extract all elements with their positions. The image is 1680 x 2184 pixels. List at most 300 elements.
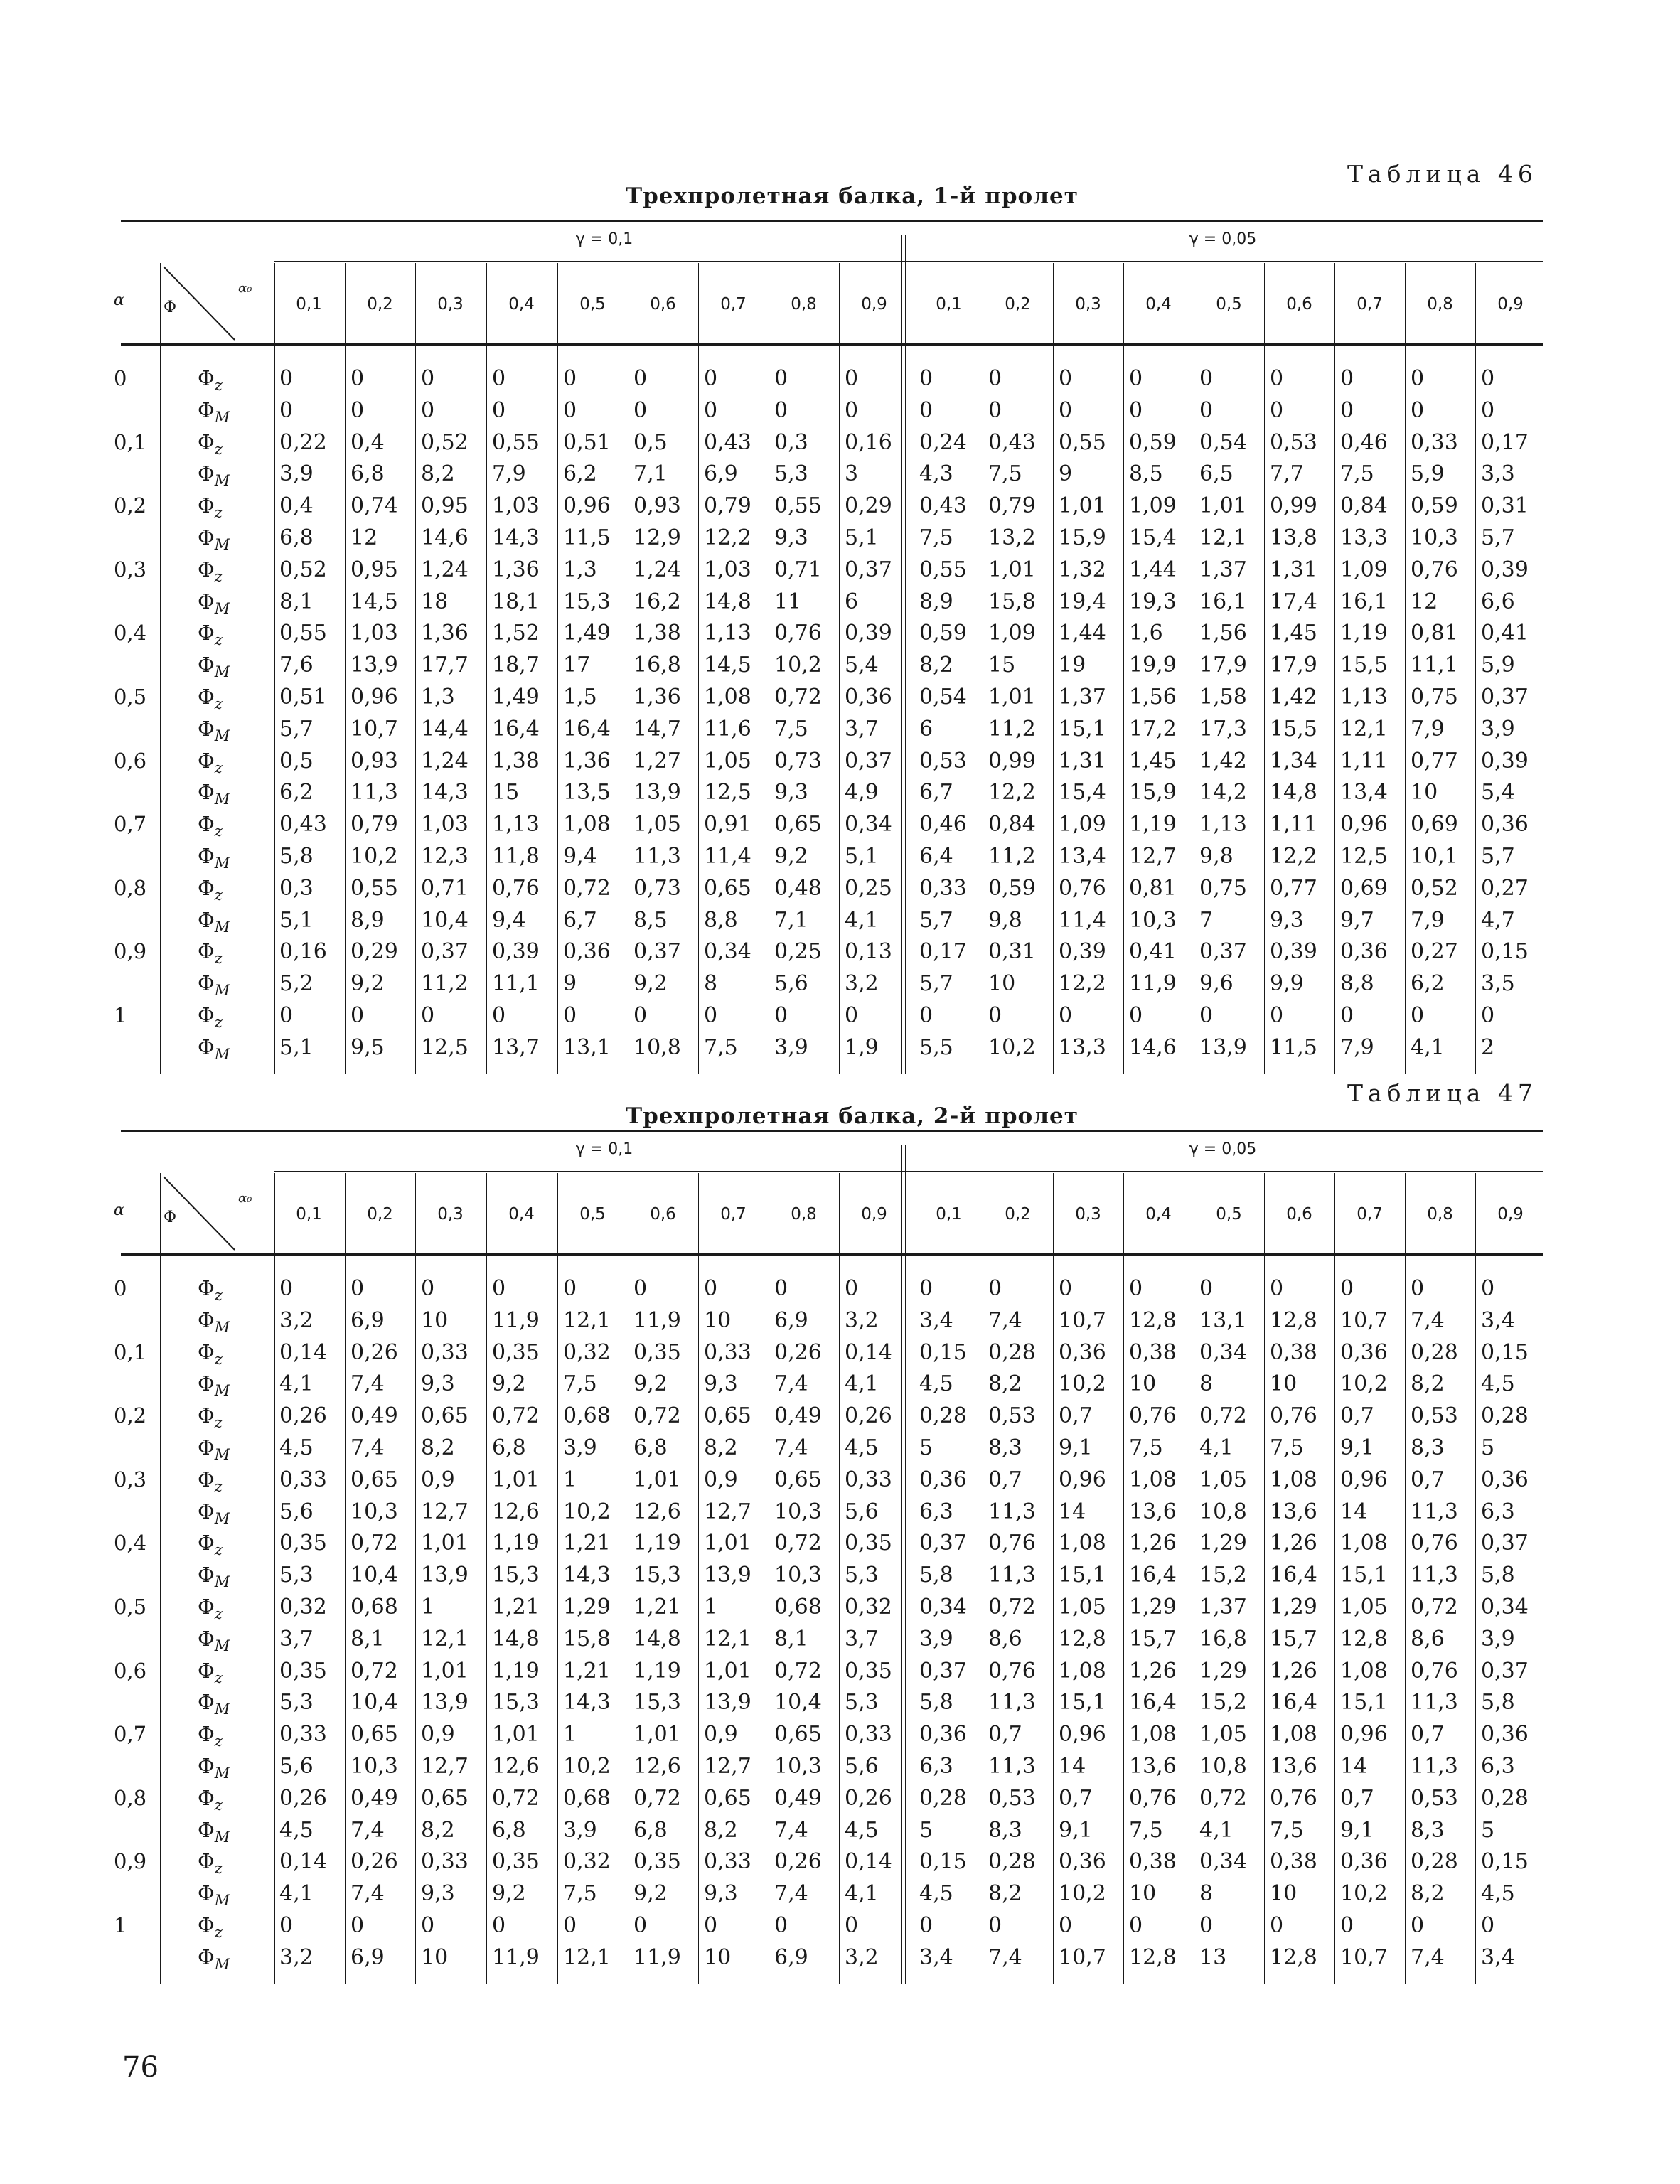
table-cell-value: 0 (492, 397, 506, 423)
table-cell-value: 6,3 (919, 1499, 953, 1524)
table-cell-value: 0 (845, 397, 859, 423)
table-cell-value: 11,1 (492, 971, 540, 997)
table-cell-value: 0,36 (845, 685, 892, 710)
alpha-label: 0,3 (114, 1467, 147, 1492)
table-cell-value: 6,3 (919, 1754, 953, 1779)
table-cell-value: 13,6 (1129, 1499, 1177, 1524)
table-cell-value: 0,49 (351, 1403, 398, 1429)
table-cell-value: 1,08 (563, 812, 611, 837)
table-cell-value: 0,37 (845, 748, 892, 774)
table-cell-value: 10 (1270, 1371, 1298, 1397)
column-divider (1475, 263, 1476, 1074)
alpha-label: 0,7 (114, 812, 147, 837)
table-cell-value: 0,34 (1199, 1849, 1247, 1875)
table-cell-value: 13,9 (421, 1690, 469, 1715)
table-cell-value: 0,65 (704, 1785, 751, 1811)
table-cell-value: 15,2 (1199, 1563, 1247, 1588)
table-cell-value: 12,5 (421, 1034, 469, 1060)
table-cell-value: 0,96 (351, 685, 398, 710)
table-cell-value: 7,7 (1270, 461, 1304, 487)
table-cell-value: 0,28 (1411, 1339, 1458, 1365)
table-cell-value: 0,76 (1129, 1403, 1177, 1429)
table-cell-value: 1,49 (563, 621, 611, 646)
table-cell-value: 10,3 (351, 1754, 398, 1779)
gamma-rule (274, 1171, 1543, 1172)
table-cell-value: 11,3 (633, 844, 681, 869)
table-cell-value: 12,8 (1059, 1626, 1106, 1652)
table-cell-value: 10,1 (1411, 844, 1458, 869)
table-cell-value: 0,95 (351, 557, 398, 582)
table-cell-value: 12,1 (1340, 716, 1388, 742)
table-cell-value: 1,13 (1340, 685, 1388, 710)
table-cell-value: 0,35 (279, 1658, 327, 1684)
table-cell-value: 6,8 (633, 1817, 668, 1843)
phi-subscript: z (214, 1732, 223, 1750)
table-cell-value: 0,17 (919, 939, 967, 965)
phi-subscript: z (214, 1923, 223, 1941)
table-cell-value: 5,3 (845, 1563, 879, 1588)
table-cell-value: 0,76 (1411, 1531, 1458, 1556)
table-cell-value: 9,2 (492, 1371, 526, 1397)
table-cell-value: 10,7 (1340, 1307, 1388, 1333)
table-cell-value: 0,28 (988, 1849, 1036, 1875)
phi-label: $\Phi_M$ (198, 1690, 230, 1718)
phi-subscript: M (214, 1828, 230, 1846)
table-cell-value: 0,35 (633, 1339, 681, 1365)
column-header-alpha0: 0,3 (1075, 1205, 1101, 1224)
table-cell-value: 5,1 (845, 525, 879, 550)
table-cell-value: 5,8 (279, 844, 314, 869)
table-cell-value: 7,5 (704, 1034, 738, 1060)
double-rule-b (905, 235, 906, 1074)
corner-diagonal-line (164, 267, 235, 340)
table-cell-value: 18 (421, 589, 449, 614)
table-cell-value: 1,29 (1129, 1595, 1177, 1620)
phi-subscript: M (214, 1509, 230, 1527)
table-cell-value: 0 (421, 1276, 435, 1301)
column-divider (1334, 1173, 1335, 1984)
table-cell-value: 0,15 (919, 1849, 967, 1875)
table-cell-value: 0,33 (845, 1467, 892, 1492)
table-cell-value: 0,26 (774, 1339, 822, 1365)
table-cell-value: 7,4 (351, 1817, 385, 1843)
table-cell-value: 11,5 (1270, 1034, 1317, 1060)
table-cell-value: 8,1 (351, 1626, 385, 1652)
table-cell-value: 0 (1411, 1003, 1425, 1028)
table-cell-value: 8,5 (1129, 461, 1163, 487)
table-cell-value: 8,2 (421, 461, 455, 487)
table-cell-value: 9,3 (421, 1371, 455, 1397)
table-cell-value: 16,4 (563, 716, 611, 742)
alpha-label: 0,3 (114, 557, 147, 582)
table-cell-value: 0,96 (1340, 1467, 1388, 1492)
table-cell-value: 0 (492, 1913, 506, 1938)
table-cell-value: 5,8 (1481, 1563, 1515, 1588)
table-cell-value: 15,2 (1199, 1690, 1247, 1715)
table-cell-value: 1,03 (421, 812, 469, 837)
table-cell-value: 0,72 (1199, 1403, 1247, 1429)
table-cell-value: 0,76 (1411, 557, 1458, 582)
column-divider (557, 263, 558, 1074)
table-cell-value: 1,29 (563, 1595, 611, 1620)
table-cell-value: 0,49 (351, 1785, 398, 1811)
table-cell-value: 8 (1199, 1881, 1214, 1907)
table-cell-value: 7,4 (774, 1881, 808, 1907)
table-cell-value: 10,8 (1199, 1754, 1247, 1779)
table-cell-value: 11,8 (492, 844, 540, 869)
column-header-alpha0: 0,7 (1357, 1205, 1383, 1224)
table-cell-value: 12,8 (1129, 1307, 1177, 1333)
phi-subscript: M (214, 1318, 230, 1336)
table-cell-value: 0,84 (988, 812, 1036, 837)
column-divider (1405, 1173, 1406, 1984)
table-cell-value: 11,9 (633, 1944, 681, 1970)
table-cell-value: 12,6 (633, 1754, 681, 1779)
phi-label: $\Phi_z$ (198, 621, 223, 649)
table-cell-value: 1,34 (1270, 748, 1317, 774)
table-cell-value: 1,27 (633, 748, 681, 774)
table-cell-value: 0,84 (1340, 493, 1388, 519)
table-cell-value: 15,9 (1129, 780, 1177, 805)
table-cell-value: 0,5 (279, 748, 314, 774)
phi-label: $\Phi_z$ (198, 1276, 223, 1304)
column-divider (1053, 263, 1054, 1074)
table-cell-value: 0,52 (1411, 875, 1458, 901)
table-cell-value: 0,39 (1481, 748, 1529, 774)
table-cell-value: 0 (774, 1913, 788, 1938)
table-cell-value: 0 (1129, 1276, 1143, 1301)
table-cell-value: 6,3 (1481, 1754, 1515, 1779)
table-cell-value: 0,77 (1270, 875, 1317, 901)
table-cell-value: 1,9 (845, 1034, 879, 1060)
table-cell-value: 14,6 (1129, 1034, 1177, 1060)
table-cell-value: 1,26 (1270, 1531, 1317, 1556)
table-cell-value: 13 (1199, 1944, 1227, 1970)
table-cell-value: 0 (1481, 366, 1495, 391)
table-cell-value: 3,7 (845, 1626, 879, 1652)
table-cell-value: 8,8 (1340, 971, 1374, 997)
table-cell-value: 6,7 (563, 907, 597, 933)
table-cell-value: 0 (1059, 397, 1073, 423)
table-cell-value: 0,55 (492, 429, 540, 455)
table-cell-value: 0 (279, 397, 294, 423)
table-cell-value: 0,93 (351, 748, 398, 774)
phi-label: $\Phi_M$ (198, 525, 230, 553)
table-cell-value: 0 (845, 1003, 859, 1028)
table-cell-value: 5,3 (845, 1690, 879, 1715)
phi-subscript: M (214, 727, 230, 744)
table-cell-value: 4,5 (1481, 1371, 1515, 1397)
table-cell-value: 0,65 (774, 1722, 822, 1747)
table-cell-value: 1,36 (421, 621, 469, 646)
phi-label: $\Phi_M$ (198, 461, 230, 490)
table-cell-value: 8,8 (704, 907, 738, 933)
table-cell-value: 0,59 (988, 875, 1036, 901)
table-cell-value: 10,2 (1340, 1881, 1388, 1907)
table-cell-value: 8 (1199, 1371, 1214, 1397)
table-cell-value: 11,3 (988, 1754, 1036, 1779)
corner-alpha-label: α (114, 1201, 124, 1219)
phi-subscript: M (214, 663, 230, 680)
table-cell-value: 0,36 (919, 1467, 967, 1492)
table-cell-value: 0,76 (1129, 1785, 1177, 1811)
table-cell-value: 0 (351, 397, 365, 423)
table-cell-value: 0,52 (421, 429, 469, 455)
table-cell-value: 0,96 (1340, 1722, 1388, 1747)
table-cell-value: 0,55 (919, 557, 967, 582)
table-cell-value: 5,6 (279, 1754, 314, 1779)
column-divider (839, 263, 840, 1074)
alpha-label: 0 (114, 366, 127, 390)
alpha-label: 0,8 (114, 875, 147, 900)
table-cell-value: 10,7 (1059, 1307, 1106, 1333)
table-cell-value: 1,36 (492, 557, 540, 582)
corner-diagonal-line (164, 1177, 235, 1250)
table-cell-value: 11,9 (633, 1307, 681, 1333)
table-cell-value: 3,2 (845, 1944, 879, 1970)
table-cell-value: 16,1 (1199, 589, 1247, 614)
table-cell-value: 19,4 (1059, 589, 1106, 614)
table-cell-value: 4,3 (919, 461, 953, 487)
table-cell-value: 7,4 (774, 1371, 808, 1397)
table-cell-value: 0,41 (1481, 621, 1529, 646)
table-cell-value: 1,3 (421, 685, 455, 710)
phi-subscript: z (214, 950, 223, 968)
table-cell-value: 12,7 (704, 1499, 751, 1524)
table-cell-value: 0,59 (919, 621, 967, 646)
table-cell-value: 15,9 (1059, 525, 1106, 550)
phi-label: $\Phi_z$ (198, 875, 223, 904)
table-cell-value: 1,08 (1270, 1722, 1317, 1747)
phi-label: $\Phi_M$ (198, 1754, 230, 1782)
table-cell-value: 14,5 (704, 653, 751, 678)
table-cell-value: 0,36 (1340, 1339, 1388, 1365)
table-cell-value: 12,6 (633, 1499, 681, 1524)
table-cell-value: 7,6 (279, 653, 314, 678)
table-cell-value: 17,9 (1270, 653, 1317, 678)
phi-label: $\Phi_M$ (198, 971, 230, 999)
table-cell-value: 0,4 (351, 429, 385, 455)
table-cell-value: 12 (1411, 589, 1438, 614)
table-cell-value: 1,56 (1199, 621, 1247, 646)
table-cell-value: 0,7 (1059, 1785, 1093, 1811)
table-cell-value: 9,7 (1340, 907, 1374, 933)
table-cell-value: 0 (1270, 1913, 1284, 1938)
table-cell-value: 0 (1340, 397, 1354, 423)
table-cell-value: 13,9 (704, 1690, 751, 1715)
table-cell-value: 0,36 (1481, 1722, 1529, 1747)
table-cell-value: 0,35 (279, 1531, 327, 1556)
column-header-alpha0: 0,5 (579, 295, 606, 314)
column-divider (345, 1173, 346, 1984)
column-divider (1123, 1173, 1124, 1984)
table-cell-value: 5,7 (279, 716, 314, 742)
phi-subscript: M (214, 472, 230, 490)
alpha-label: 0,9 (114, 1849, 147, 1874)
table-cell-value: 0,28 (1481, 1785, 1529, 1811)
table-cell-value: 7,1 (633, 461, 668, 487)
phi-subscript: M (214, 408, 230, 426)
table-cell-value: 0,72 (492, 1403, 540, 1429)
table-cell-value: 0,9 (704, 1722, 738, 1747)
table-cell-value: 15,5 (1340, 653, 1388, 678)
table-cell-value: 11,2 (421, 971, 469, 997)
table-cell-value: 0,15 (1481, 1849, 1529, 1875)
table-cell-value: 1,08 (1129, 1722, 1177, 1747)
table-cell-value: 18,1 (492, 589, 540, 614)
table-cell-value: 0,72 (351, 1531, 398, 1556)
table-cell-value: 16,4 (1270, 1690, 1317, 1715)
phi-subscript: M (214, 1764, 230, 1782)
phi-label: $\Phi_z$ (198, 1913, 223, 1941)
table-cell-value: 17,4 (1270, 589, 1317, 614)
table-cell-value: 4,1 (845, 1371, 879, 1397)
alpha-label: 0,4 (114, 621, 147, 646)
table-cell-value: 13,1 (563, 1034, 611, 1060)
table-cell-value: 0,24 (919, 429, 967, 455)
table-cell-value: 1,45 (1270, 621, 1317, 646)
table-cell-value: 0,43 (988, 429, 1036, 455)
table-cell-value: 0,25 (845, 875, 892, 901)
table-cell-value: 0 (704, 1276, 718, 1301)
table-cell-value: 1,08 (1340, 1658, 1388, 1684)
table-cell-value: 0,96 (1340, 812, 1388, 837)
table-cell-value: 0 (421, 366, 435, 391)
table-cell-value: 0,26 (774, 1849, 822, 1875)
table-cell-value: 5,3 (774, 461, 808, 487)
table-cell-value: 8,2 (919, 653, 953, 678)
table-cell-value: 0,81 (1129, 875, 1177, 901)
table-cell-value: 8,3 (988, 1435, 1022, 1460)
table-cell-value: 1,38 (492, 748, 540, 774)
column-header-alpha0: 0,8 (1427, 1205, 1453, 1224)
table-cell-value: 15,3 (492, 1690, 540, 1715)
alpha-label: 0,2 (114, 493, 147, 518)
table-cell-value: 0,37 (919, 1658, 967, 1684)
table-cell-value: 1,09 (1340, 557, 1388, 582)
table-cell-value: 13,3 (1059, 1034, 1106, 1060)
column-header-alpha0: 0,9 (1497, 295, 1524, 314)
table-cell-value: 15,8 (988, 589, 1036, 614)
phi-subscript: z (214, 822, 223, 840)
table-cell-value: 7,5 (1340, 461, 1374, 487)
table-cell-value: 6,5 (1199, 461, 1234, 487)
table-cell-value: 10 (704, 1307, 732, 1333)
table-cell-value: 0,48 (774, 875, 822, 901)
column-divider (698, 1173, 699, 1984)
table-cell-value: 0,37 (1481, 685, 1529, 710)
table-cell-value: 5,6 (845, 1499, 879, 1524)
table-cell-value: 5,7 (919, 971, 953, 997)
table-cell-value: 0,75 (1411, 685, 1458, 710)
table-cell-value: 0,34 (845, 812, 892, 837)
alpha-label: 0,7 (114, 1722, 147, 1747)
table-cell-value: 0,35 (633, 1849, 681, 1875)
table-cell-value: 0 (1270, 366, 1284, 391)
table-cell-value: 0,72 (633, 1785, 681, 1811)
table-cell-value: 1,26 (1129, 1531, 1177, 1556)
table-cell-value: 10,4 (774, 1690, 822, 1715)
table-cell-value: 0,53 (1411, 1785, 1458, 1811)
table-cell-value: 7,5 (1270, 1435, 1304, 1460)
table-cell-value: 0,49 (774, 1785, 822, 1811)
table-cell-value: 14,3 (563, 1563, 611, 1588)
phi-subscript: z (214, 1413, 223, 1431)
table-cell-value: 0 (919, 366, 933, 391)
table-cell-value: 10,3 (774, 1563, 822, 1588)
phi-label: $\Phi_M$ (198, 1435, 230, 1463)
table-cell-value: 7,4 (1411, 1307, 1445, 1333)
table-cell-value: 1,38 (633, 621, 681, 646)
table-cell-value: 14,3 (492, 525, 540, 550)
table-cell-value: 10,4 (351, 1690, 398, 1715)
table-cell-value: 1,01 (633, 1467, 681, 1492)
table-cell-value: 9,4 (492, 907, 526, 933)
column-header-alpha0: 0,6 (650, 1205, 676, 1224)
table-cell-value: 1 (563, 1467, 577, 1492)
column-header-alpha0: 0,9 (861, 1205, 887, 1224)
phi-subscript: M (214, 535, 230, 553)
table-cell-value: 0,36 (1340, 1849, 1388, 1875)
phi-subscript: M (214, 1955, 230, 1973)
table-cell-value: 6,4 (919, 844, 953, 869)
table-cell-value: 5,9 (1411, 461, 1445, 487)
table-cell-value: 7,9 (492, 461, 526, 487)
table-cell-value: 11,9 (492, 1944, 540, 1970)
table-cell-value: 9,2 (633, 971, 668, 997)
table-cell-value: 5,4 (845, 653, 879, 678)
table-cell-value: 9,3 (774, 525, 808, 550)
table-cell-value: 0 (845, 1276, 859, 1301)
table-cell-value: 6,8 (492, 1435, 526, 1460)
table-cell-value: 0 (845, 1913, 859, 1938)
table-cell-value: 11,9 (492, 1307, 540, 1333)
table-cell-value: 0 (1340, 1276, 1354, 1301)
table-cell-value: 0,53 (1411, 1403, 1458, 1429)
table-cell-value: 0,35 (492, 1849, 540, 1875)
table-cell-value: 4,5 (1481, 1881, 1515, 1907)
corner-diagonal (160, 1173, 238, 1251)
table-cell-value: 1,13 (704, 621, 751, 646)
table-cell-value: 5,9 (1481, 653, 1515, 678)
table-cell-value: 1,37 (1199, 1595, 1247, 1620)
table-cell-value: 1,13 (1199, 812, 1247, 837)
table-cell-value: 0,29 (351, 939, 398, 965)
table-cell-value: 0,32 (563, 1339, 611, 1365)
table-cell-value: 0,72 (633, 1403, 681, 1429)
table-cell-value: 1,19 (633, 1658, 681, 1684)
table-cell-value: 0,68 (774, 1595, 822, 1620)
table-cell-value: 10 (1129, 1881, 1157, 1907)
table-cell-value: 15,3 (633, 1563, 681, 1588)
table-cell-value: 0,99 (988, 748, 1036, 774)
table-cell-value: 16,4 (1129, 1690, 1177, 1715)
table-cell-value: 0,95 (421, 493, 469, 519)
table-cell-value: 12,1 (1199, 525, 1247, 550)
table-cell-value: 0 (1270, 1003, 1284, 1028)
table-cell-value: 14,5 (351, 589, 398, 614)
table-cell-value: 1 (563, 1722, 577, 1747)
table-cell-value: 0,55 (279, 621, 327, 646)
table-cell-value: 0,59 (1411, 493, 1458, 519)
table-cell-value: 0,14 (845, 1849, 892, 1875)
alpha-label: 0,4 (114, 1531, 147, 1556)
table-cell-value: 17,7 (421, 653, 469, 678)
table-cell-value: 0,59 (1129, 429, 1177, 455)
table-cell-value: 3,9 (919, 1626, 953, 1652)
table-cell-value: 8,2 (704, 1817, 738, 1843)
table-cell-value: 0,54 (919, 685, 967, 710)
